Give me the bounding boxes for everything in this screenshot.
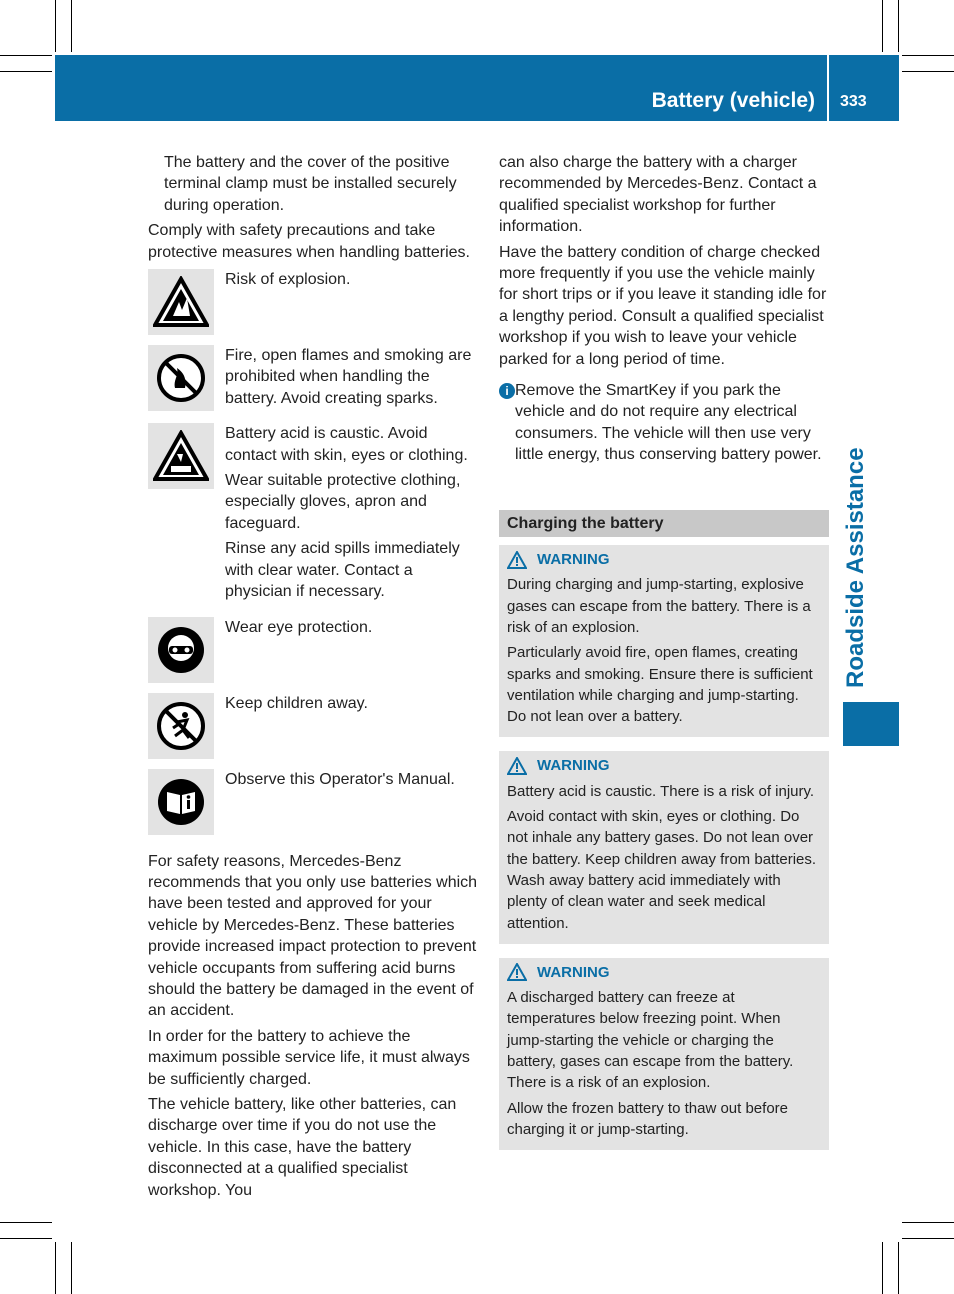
symbol-row (148, 693, 480, 759)
symbol-row (148, 423, 480, 606)
crop-mark (902, 1238, 954, 1239)
crop-mark (902, 1222, 954, 1223)
comply-text: Comply with safety precautions and take protective measures when handling batteries. (148, 222, 470, 261)
body-paragraph: Have the battery condition of charge checked more frequently if you use the vehicle mainly for short trips or if you leave it standing idle for a lengthy period. Consult a qualified specialist workshop if you wish to leave your vehicle parked for a long period of time. (499, 243, 827, 368)
crop-mark (0, 1238, 52, 1239)
info-note (499, 380, 829, 466)
symbol-text (214, 617, 480, 683)
warning-triangle-icon (507, 963, 527, 981)
crop-mark (55, 1242, 56, 1294)
warning-triangle-icon (507, 757, 527, 775)
symbol-row (148, 617, 480, 683)
symbol-text-line: Risk of explosion. (225, 271, 351, 289)
symbol-text-line: Fire, open flames and smoking are prohibited when handling the battery. Avoid creating sparks. (225, 347, 472, 407)
warning-label: WARNING (537, 551, 610, 569)
symbol-text-line: Observe this Operator's Manual. (225, 770, 455, 788)
info-icon: i (499, 383, 515, 399)
symbol-text (214, 345, 480, 413)
right-column (499, 152, 829, 1164)
symbol-text (214, 693, 480, 759)
symbol-row (148, 769, 480, 835)
body-paragraph: For safety reasons, Mercedes-Benz recommends that you only use batteries which have been tested and approved for your vehicle by Mercedes-Benz. These batteries provide increased impact protection to prevent vehicle occupants from suffering acid burns should the battery be damaged in the event of an accident. (148, 852, 478, 1020)
symbol-text (214, 769, 480, 835)
page-number: 333 (840, 93, 867, 110)
side-tab-marker (843, 702, 899, 746)
warning-text: Particularly avoid fire, open flames, creating sparks and smoking. Ensure there is sufficient ventilation while charging and jump-starting. Do not lean over a battery. (507, 644, 813, 726)
body-paragraph: The vehicle battery, like other batteries, can discharge over time if you do not use the vehicle. In this case, have the battery disconnected at a qualified specialist workshop. You (148, 1095, 457, 1199)
header-divider (827, 55, 829, 121)
left-column (148, 152, 480, 1205)
acid-warning-icon (148, 423, 214, 489)
explosion-warning-icon (148, 269, 214, 335)
crop-mark (0, 55, 52, 56)
symbol-text-line: Keep children away. (225, 694, 368, 712)
intro-indent-text: The battery and the cover of the positive terminal clamp must be installed securely during operation. (164, 154, 457, 214)
warning-text: During charging and jump-starting, explosive gases can escape from the battery. There is a risk of an explosion. (507, 576, 811, 636)
keep-children-away-icon (148, 693, 214, 759)
eye-protection-icon (148, 617, 214, 683)
symbol-text-line: Wear suitable protective clothing, especially gloves, apron and faceguard. (225, 472, 461, 532)
warning-label: WARNING (537, 963, 610, 981)
crop-mark (55, 0, 56, 52)
crop-mark (902, 55, 954, 56)
info-note-text: Remove the SmartKey if you park the vehicle and do not require any electrical consumers. The vehicle will then use very little energy, thus conserving battery power. (515, 382, 822, 464)
symbol-text (214, 423, 480, 606)
crop-mark (0, 71, 52, 72)
body-paragraph: can also charge the battery with a charger recommended by Mercedes-Benz. Contact a qualified specialist workshop for further information. (499, 154, 817, 236)
symbol-text-line: Wear eye protection. (225, 618, 373, 636)
symbol-row (148, 269, 480, 335)
warning-label: WARNING (537, 757, 610, 775)
crop-mark (882, 0, 883, 52)
warning-box (499, 958, 829, 1150)
crop-mark (898, 1242, 899, 1294)
warning-box (499, 545, 829, 737)
crop-mark (0, 1222, 52, 1223)
body-paragraph: In order for the battery to achieve the maximum possible service life, it must always be sufficiently charged. (148, 1027, 470, 1088)
symbol-text-line: Rinse any acid spills immediately with clear water. Contact a physician if necessary. (225, 540, 460, 601)
symbol-text (214, 269, 480, 335)
crop-mark (71, 1242, 72, 1294)
operator-manual-icon (148, 769, 214, 835)
page-header (55, 55, 899, 121)
crop-mark (902, 71, 954, 72)
no-fire-icon (148, 345, 214, 411)
symbol-text-line: Battery acid is caustic. Avoid contact with skin, eyes or clothing. (225, 425, 468, 464)
page-title: Battery (vehicle) (651, 89, 815, 112)
symbol-row (148, 345, 480, 413)
side-tab-label: Roadside Assistance (842, 447, 869, 688)
crop-mark (898, 0, 899, 52)
warning-text: Allow the frozen battery to thaw out before charging it or jump-starting. (507, 1099, 788, 1138)
crop-mark (71, 0, 72, 52)
warning-text: A discharged battery can freeze at temperatures below freezing point. When jump-starting the vehicle or charging the battery, gases can escape from the battery. There is a risk of an explosion. (507, 989, 794, 1092)
warning-header (507, 962, 821, 983)
warning-header (507, 755, 821, 776)
warning-header (507, 549, 821, 570)
section-heading: Charging the battery (499, 510, 829, 537)
warning-triangle-icon (507, 551, 527, 569)
warning-text: Avoid contact with skin, eyes or clothing. Do not inhale any battery gases. Do not lean over the battery. Keep children away from batteries. Wash away battery acid immediately with plenty of clean water and seek medical attention. (507, 808, 817, 932)
crop-mark (882, 1242, 883, 1294)
warning-text: Battery acid is caustic. There is a risk of injury. (507, 782, 815, 800)
warning-box (499, 751, 829, 943)
